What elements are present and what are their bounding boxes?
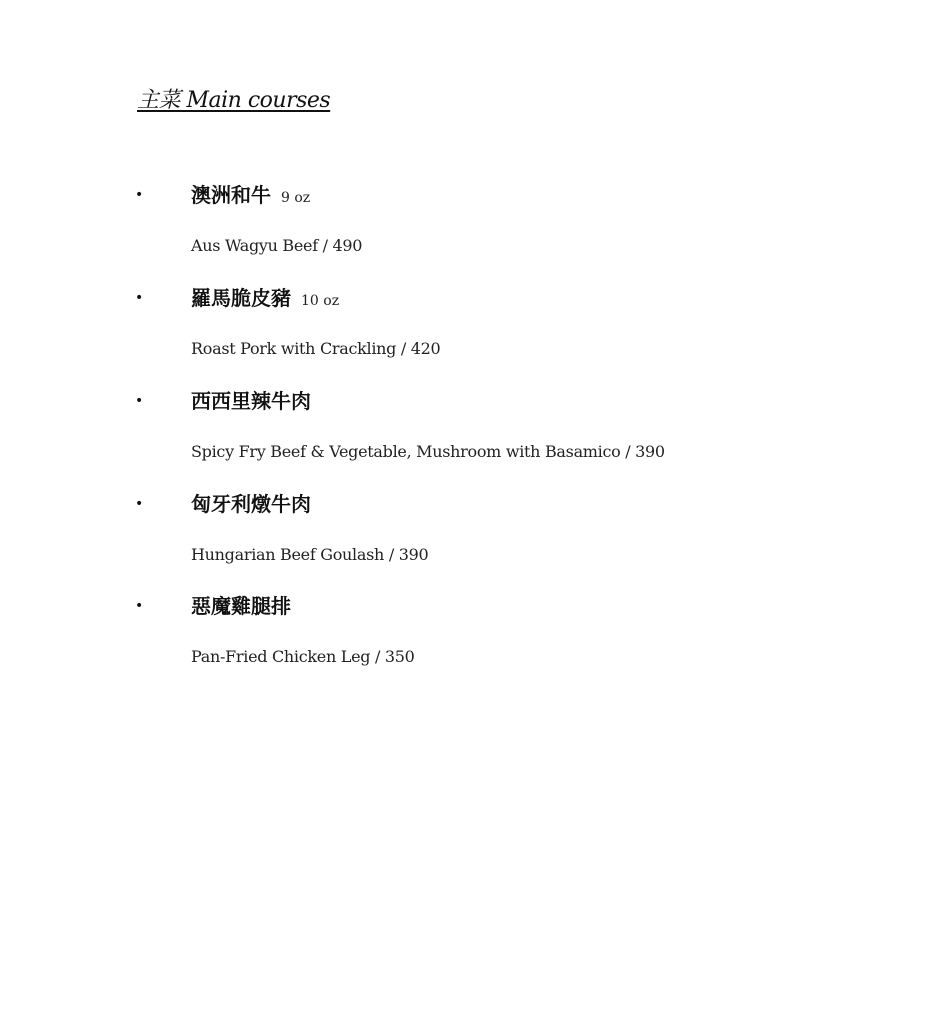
bullet: •: [135, 496, 144, 512]
dish-description-english: Aus Wagyu Beef / 490: [191, 236, 363, 255]
bullet: •: [135, 598, 144, 614]
bullet: •: [135, 187, 144, 203]
dish-name-chinese-text: 羅馬脆皮豬: [191, 286, 291, 310]
menu-item: [0, 591, 929, 694]
dish-name-chinese: [191, 489, 311, 519]
bullet: •: [135, 393, 144, 409]
dish-name-chinese: [191, 591, 291, 621]
dish-name-chinese-text: 澳洲和牛: [191, 183, 271, 207]
menu-item: [0, 180, 929, 283]
dish-description-english: Spicy Fry Beef & Vegetable, Mushroom with Basamico / 390: [191, 442, 665, 461]
dish-name-chinese: [191, 180, 310, 213]
dish-portion: 9 oz: [281, 190, 311, 206]
dish-name-chinese-text: 惡魔雞腿排: [191, 594, 291, 618]
dish-description-english: Hungarian Beef Goulash / 390: [191, 545, 429, 564]
section-title: 主菜 Main courses: [137, 88, 331, 113]
dish-name-chinese: [191, 283, 339, 316]
dish-name-chinese: [191, 386, 311, 416]
dish-name-chinese-text: 西西里辣牛肉: [191, 389, 311, 413]
dish-description-english: Pan-Fried Chicken Leg / 350: [191, 647, 415, 666]
menu-item: [0, 489, 929, 592]
menu-item: [0, 386, 929, 489]
dish-portion: 10 oz: [301, 293, 340, 309]
dish-description-english: Roast Pork with Crackling / 420: [191, 339, 441, 358]
dish-name-chinese-text: 匈牙利燉牛肉: [191, 492, 311, 516]
bullet: •: [135, 290, 144, 306]
menu-item: [0, 283, 929, 386]
